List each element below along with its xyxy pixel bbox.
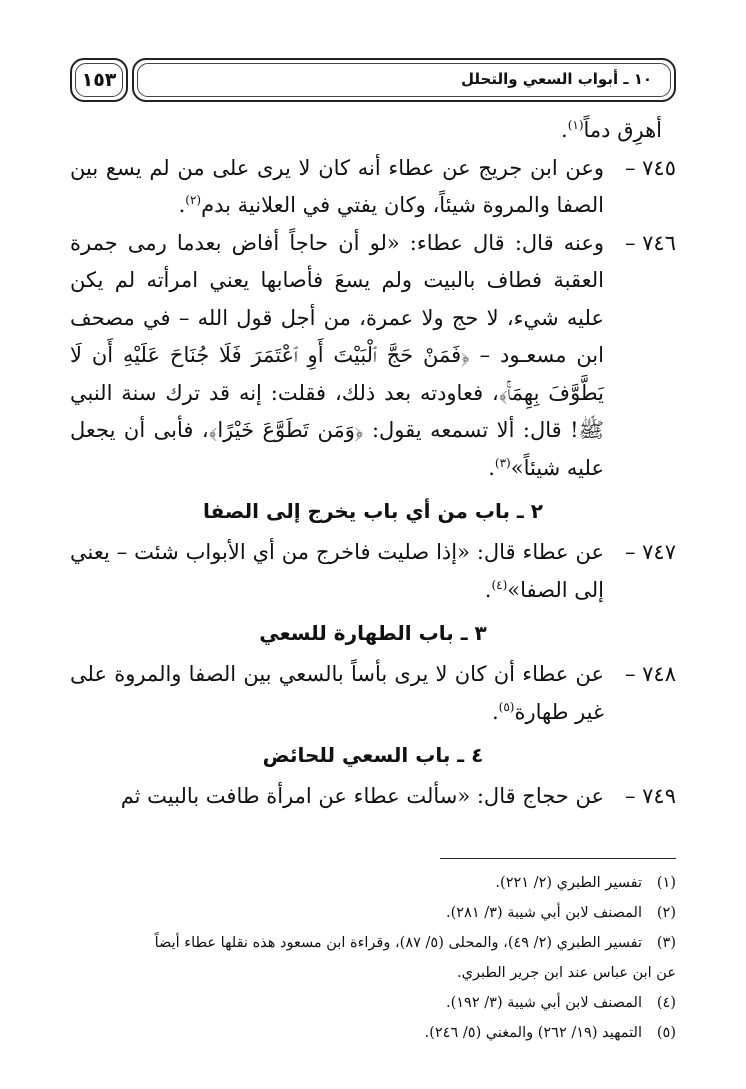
- footnote-text: التمهيد (١٩/ ٢٦٢) والمغني (٥/ ٢٤٦).: [424, 1025, 642, 1041]
- header-title: ١٠ ـ أبواب السعي والتحلل: [461, 70, 652, 88]
- footnote-separator: [440, 858, 676, 859]
- footnote-ref: (٢): [185, 193, 202, 207]
- section-heading-4: ٤ ـ باب السعي للحائض: [262, 743, 484, 767]
- narration-749: ٧٤٩ – عن حجاج قال: «سألت عطاء عن امرأة طافت بالبيت ثم: [70, 778, 676, 816]
- footnote-ref: (٣): [494, 455, 511, 470]
- footnote: [70, 1018, 676, 1048]
- footnote-text: تفسير الطبري (٢/ ٤٩)، والمحلى (٥/ ٨٧)، وقراءة ابن مسعود هذه نقلها عطاء أيضاً: [154, 935, 642, 951]
- footnote-number: (٤): [656, 995, 676, 1011]
- narration-number: ٧٤٦ –: [624, 230, 676, 255]
- continued-paragraph: أهرِق دماً$^{(١)}$.: [561, 118, 662, 142]
- running-header: [70, 58, 676, 102]
- footnote-number: (٢): [656, 905, 676, 921]
- footnote-text: تفسير الطبري (٢/ ٢٢١).: [495, 875, 642, 891]
- footnote-text: المصنف لابن أبي شيبة (٣/ ١٩٢).: [445, 995, 642, 1011]
- footnote: [70, 868, 676, 898]
- narration-746: ٧٤٦ – وعنه قال: قال عطاء: «لو أن حاجاً أفاض بعدما رمى جمرة العقبة فطاف بالبيت ولم يسعَ فأصابها يعني امرأته لم يكن عليه شيء، لا حج ولا عمرة، من أجل قول الله – في مصحف ابن مسعـود – ﴿فَمَنْ حَجَّ ٱلْبَيْتَ أَوِ ٱعْتَمَرَ فَلَا جُنَاحَ عَلَيْهِ أَن لَا يَطَّوَّفَ بِهِمَاۚ﴾، فعاودته بعد ذلك، فقلت: إنه قد ترك سنة النبي ﷺ! قال: ألا تسمعه يقول: ﴿وَمَن تَطَوَّعَ خَيْرًا﴾، فأبى أن يجعل عليه شيئاً»$^{(٣)}$.: [70, 225, 676, 488]
- narration-number: ٧٤٨ –: [624, 662, 676, 686]
- section-heading-2: ٢ ـ باب من أي باب يخرج إلى الصفا: [203, 499, 543, 523]
- footnote-text: المصنف لابن أبي شيبة (٣/ ٢٨١).: [445, 905, 642, 921]
- narration-number: ٧٤٧ –: [624, 540, 676, 564]
- footnote-number: (١): [656, 875, 676, 891]
- footnote-number: (٥): [656, 1025, 676, 1041]
- footnote-ref: (٤): [491, 577, 508, 592]
- footnote-text: عن ابن عباس عند ابن جرير الطبري.: [456, 965, 676, 981]
- footnote: [70, 928, 676, 958]
- footnote: [70, 898, 676, 928]
- header-title-frame: [132, 58, 676, 102]
- section-heading-3: ٣ ـ باب الطهارة للسعي: [259, 621, 487, 645]
- footnote-continuation: [70, 958, 676, 988]
- footnote-ref: (١): [567, 118, 584, 132]
- narration-number: ٧٤٥ –: [624, 155, 676, 180]
- narration-748: ٧٤٨ – عن عطاء أن كان لا يرى بأساً بالسعي بين الصفا والمروة على غير طهارة$^{(٥)}$.: [70, 656, 676, 731]
- page-body: [70, 112, 676, 816]
- page-number: ١٥٣: [70, 58, 128, 102]
- footnote-ref: (٥): [498, 699, 515, 714]
- narration-747: ٧٤٧ – عن عطاء قال: «إذا صليت فاخرج من أي الأبواب شئت – يعني إلى الصفا»$^{(٤)}$.: [70, 534, 676, 609]
- narration-745: ٧٤٥ – وعن ابن جريج عن عطاء أنه كان لا يرى على من لم يسع بين الصفا والمروة شيئاً، وكان يفتي في العلانية بدم$^{(٢)}$.: [70, 150, 676, 225]
- narration-number: ٧٤٩ –: [624, 784, 676, 808]
- footnote: [70, 988, 676, 1018]
- footnote-number: (٣): [656, 935, 676, 951]
- footnotes: [70, 868, 676, 1048]
